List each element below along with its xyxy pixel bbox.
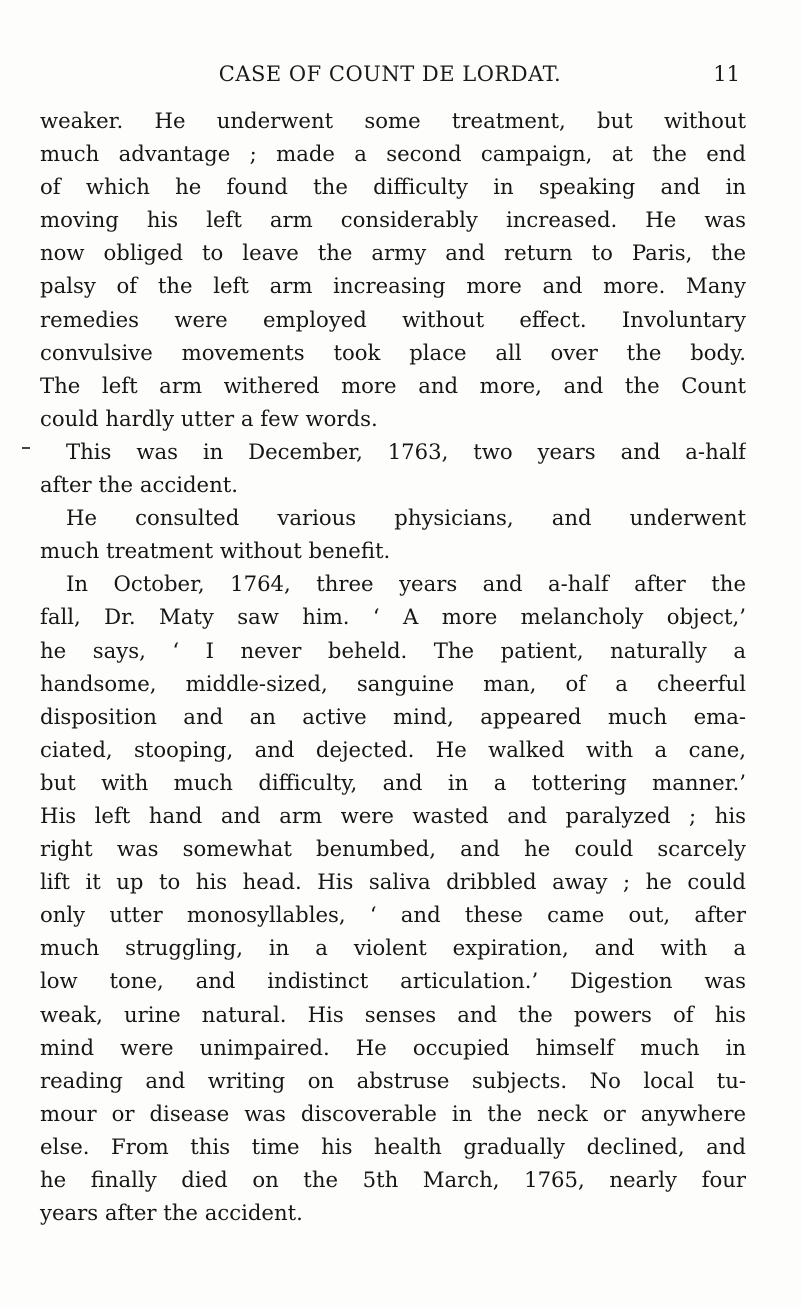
text-line: He consulted various physicians, and underwent (66, 505, 746, 531)
body-text (40, 104, 746, 1229)
text-line: mind were unimpaired. He occupied himself much in (40, 1034, 746, 1060)
running-head (40, 62, 740, 92)
running-title: CASE OF COUNT DE LORDAT. (218, 62, 562, 86)
text-line: His left hand and arm were wasted and paralyzed ; his (40, 802, 746, 828)
text-line: mour or disease was discoverable in the neck or anywhere (40, 1100, 746, 1126)
text-line: could hardly utter a few words. (40, 405, 378, 431)
text-line: remedies were employed without effect. Involuntary (40, 306, 746, 332)
text-line: palsy of the left arm increasing more and more. Many (40, 273, 746, 299)
text-line: right was somewhat benumbed, and he could scarcely (40, 836, 746, 862)
text-line: moving his left arm considerably increased. He was (40, 207, 746, 233)
text-line: fall, Dr. Maty saw him. ‘ A more melancholy object,’ (40, 604, 746, 630)
text-line: much advantage ; made a second campaign, at the end (40, 141, 746, 167)
page-number: 11 (713, 62, 740, 86)
text-line: weaker. He underwent some treatment, but without (40, 108, 746, 133)
text-line: This was in December, 1763, two years and a-half (66, 438, 746, 464)
text-line: after the accident. (40, 472, 238, 498)
text-line: years after the accident. (40, 1200, 303, 1226)
text-line: much treatment without benefit. (40, 538, 391, 564)
text-line: of which he found the difficulty in speaking and in (40, 174, 746, 200)
text-line: but with much difficulty, and in a tottering manner.’ (40, 769, 746, 795)
text-line: only utter monosyllables, ‘ and these came out, after (40, 902, 746, 928)
text-line: handsome, middle-sized, sanguine man, of a cheerful (40, 670, 746, 696)
margin-mark (22, 447, 30, 449)
text-line: reading and writing on abstruse subjects. No local tu- (40, 1067, 746, 1093)
text-line: else. From this time his health gradually declined, and (40, 1133, 746, 1159)
text-line: ciated, stooping, and dejected. He walked with a cane, (40, 736, 746, 762)
text-line: The left arm withered more and more, and the Count (40, 372, 746, 398)
text-line: weak, urine natural. His senses and the powers of his (40, 1001, 746, 1027)
text-line: low tone, and indistinct articulation.’ Digestion was (40, 968, 746, 994)
text-line: disposition and an active mind, appeared much ema- (40, 703, 746, 729)
text-line: lift it up to his head. His saliva dribbled away ; he could (40, 869, 746, 895)
text-line: he says, ‘ I never beheld. The patient, naturally a (40, 637, 746, 663)
text-line: convulsive movements took place all over the body. (40, 339, 746, 365)
text-line: now obliged to leave the army and return to Paris, the (40, 240, 746, 266)
text-line: much struggling, in a violent expiration, and with a (40, 935, 746, 961)
text-line: In October, 1764, three years and a-half after the (66, 571, 746, 597)
text-line: he finally died on the 5th March, 1765, nearly four (40, 1167, 746, 1192)
